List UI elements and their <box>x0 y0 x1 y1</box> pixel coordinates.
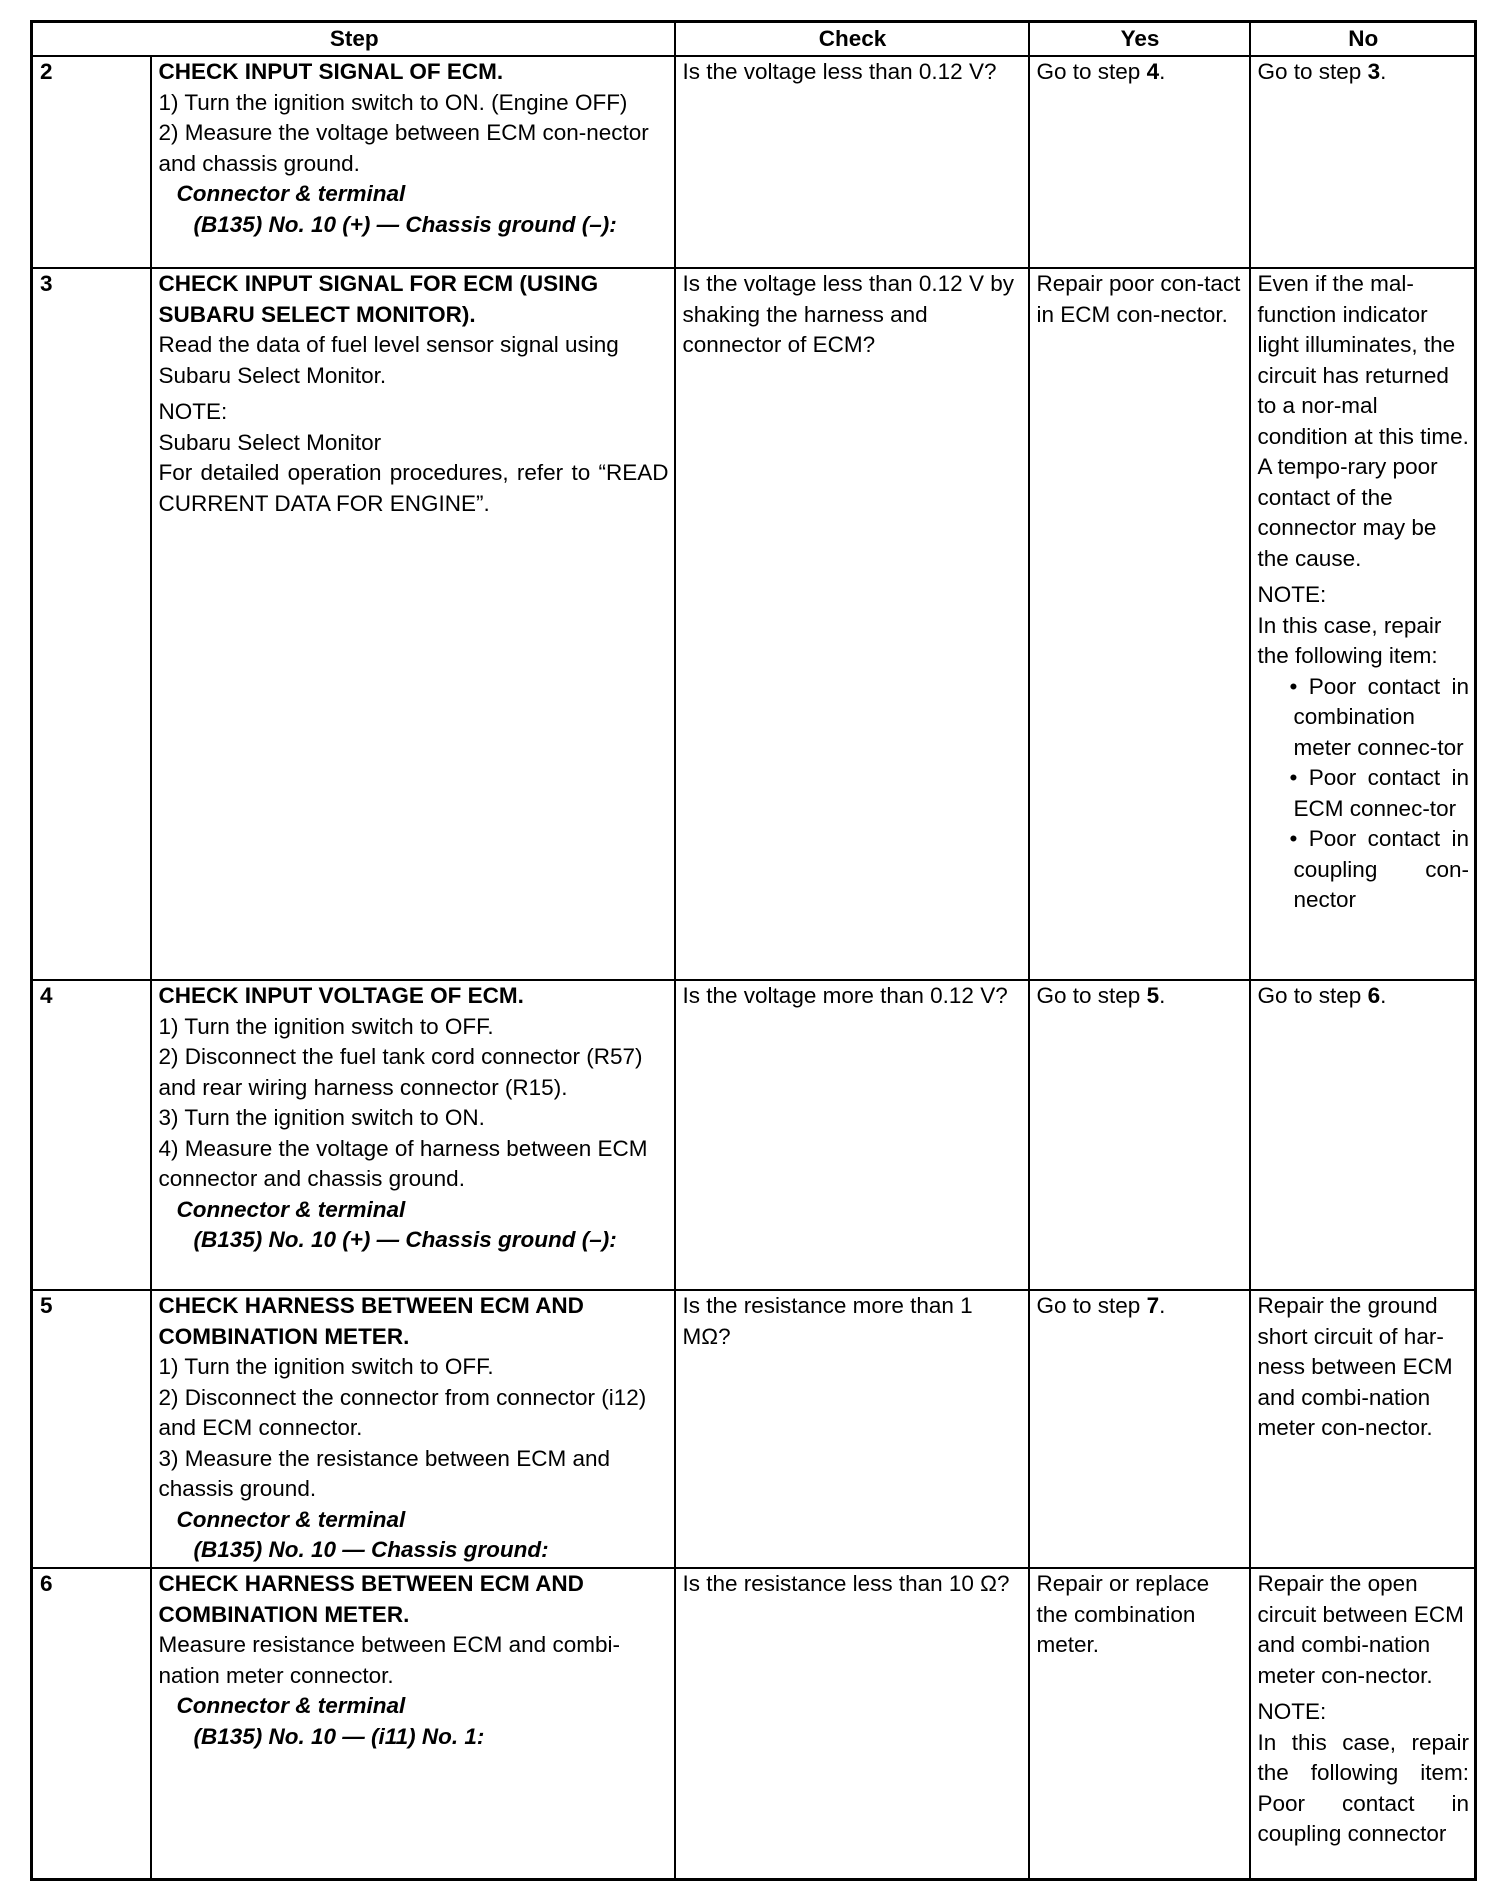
terminal-value: (B135) No. 10 — Chassis ground: <box>193 1537 549 1562</box>
no-cell <box>1250 268 1476 980</box>
step-line: 1) Turn the ignition switch to OFF. <box>158 1354 494 1379</box>
no-bullet: • Poor contact in combination meter connec-tor <box>1289 673 1470 760</box>
step-line: 2) Disconnect the connector from connector (i12) and ECM connector. <box>158 1384 647 1440</box>
header-check: Check <box>675 22 1029 57</box>
step-title: CHECK HARNESS BETWEEN ECM AND COMBINATION METER. <box>158 1571 584 1627</box>
check-cell: Is the resistance less than 10 Ω? <box>675 1568 1029 1879</box>
step-line: 2) Disconnect the fuel tank cord connector (R57) and rear wiring harness connector (R15). <box>158 1044 643 1100</box>
step-description <box>151 56 675 268</box>
step-line: 3) Measure the resistance between ECM and chassis ground. <box>158 1445 610 1501</box>
yes-cell: Repair or replace the combination meter. <box>1029 1568 1250 1879</box>
no-text: Even if the mal-function indicator light illuminates, the circuit has returned to a nor-mal condition at this time. A tempo-rary poor contact of the connector may be the cause. <box>1257 271 1469 571</box>
step-line: Measure resistance between ECM and combi-nation meter connector. <box>158 1632 620 1688</box>
step-line: 3) Turn the ignition switch to ON. <box>158 1105 485 1130</box>
table-row <box>32 268 1476 980</box>
yes-step-link[interactable]: 5 <box>1146 983 1160 1008</box>
no-step-link[interactable]: 6 <box>1367 983 1381 1008</box>
connector-terminal-label: Connector & terminal <box>176 181 406 206</box>
header-step: Step <box>32 22 675 57</box>
step-number: 6 <box>32 1568 151 1879</box>
yes-cell <box>1029 980 1250 1290</box>
check-cell: Is the voltage less than 0.12 V? <box>675 56 1029 268</box>
no-cell <box>1250 980 1476 1290</box>
terminal-value: (B135) No. 10 (+) — Chassis ground (–): <box>193 1227 617 1252</box>
connector-terminal-label: Connector & terminal <box>176 1506 406 1532</box>
check-cell: Is the voltage more than 0.12 V? <box>675 980 1029 1290</box>
header-row <box>32 22 1476 57</box>
yes-step-link[interactable]: 7 <box>1146 1293 1160 1318</box>
no-text: Go to step <box>1257 983 1368 1008</box>
step-title: CHECK INPUT SIGNAL FOR ECM (USING SUBARU SELECT MONITOR). <box>158 271 599 327</box>
step-number: 4 <box>32 980 151 1290</box>
no-text: Repair the open circuit between ECM and combi-nation meter con-nector. <box>1257 1571 1464 1688</box>
yes-text: Go to step <box>1036 983 1147 1008</box>
note-line: For detailed operation procedures, refer to “READ CURRENT DATA FOR ENGINE”. <box>158 460 669 516</box>
no-cell <box>1250 1568 1476 1879</box>
terminal-value: (B135) No. 10 — (i11) No. 1: <box>193 1723 485 1749</box>
yes-text-end: . <box>1159 59 1166 84</box>
no-note-label: NOTE: <box>1257 1699 1327 1724</box>
step-description <box>151 268 675 980</box>
yes-cell: Repair poor con-tact in ECM con-nector. <box>1029 268 1250 980</box>
yes-cell <box>1029 1290 1250 1568</box>
note-label: NOTE: <box>158 399 228 424</box>
table-row <box>32 1568 1476 1879</box>
no-note: In this case, repair the following item: Poor contact in coupling connector <box>1257 1729 1470 1846</box>
table-row <box>32 980 1476 1290</box>
yes-cell <box>1029 56 1250 268</box>
step-line: Read the data of fuel level sensor signal using Subaru Select Monitor. <box>158 332 619 388</box>
no-note: In this case, repair the following item: <box>1257 612 1442 668</box>
no-cell <box>1250 56 1476 268</box>
step-number: 5 <box>32 1290 151 1568</box>
check-cell: Is the resistance more than 1 MΩ? <box>675 1290 1029 1568</box>
step-number: 2 <box>32 56 151 268</box>
step-description <box>151 980 675 1290</box>
yes-text-end: . <box>1159 1293 1166 1318</box>
no-bullet: • Poor contact in ECM connec-tor <box>1289 765 1470 821</box>
step-number: 3 <box>32 268 151 980</box>
no-note-label: NOTE: <box>1257 582 1327 607</box>
step-line: 1) Turn the ignition switch to OFF. <box>158 1013 494 1039</box>
step-title: CHECK INPUT VOLTAGE OF ECM. <box>158 983 524 1008</box>
table-row <box>32 56 1476 268</box>
connector-terminal-label: Connector & terminal <box>176 1693 406 1718</box>
terminal-value: (B135) No. 10 (+) — Chassis ground (–): <box>193 211 617 237</box>
yes-text: Go to step <box>1036 59 1147 84</box>
no-text-end: . <box>1380 983 1387 1008</box>
no-bullet: • Poor contact in coupling con-nector <box>1289 826 1470 912</box>
yes-step-link[interactable]: 4 <box>1146 59 1160 84</box>
header-yes: Yes <box>1029 22 1250 57</box>
no-text-end: . <box>1380 59 1387 84</box>
step-description <box>151 1290 675 1568</box>
connector-terminal-label: Connector & terminal <box>176 1196 406 1222</box>
no-text: Go to step <box>1257 59 1368 84</box>
step-description <box>151 1568 675 1879</box>
diagnostic-table <box>30 20 1477 1881</box>
step-title: CHECK HARNESS BETWEEN ECM AND COMBINATION METER. <box>158 1293 584 1349</box>
step-line: 4) Measure the voltage of harness between ECM connector and chassis ground. <box>158 1135 648 1191</box>
no-step-link[interactable]: 3 <box>1367 59 1381 84</box>
header-no: No <box>1250 22 1476 57</box>
step-line: 1) Turn the ignition switch to ON. (Engine OFF) <box>158 89 628 115</box>
step-title: CHECK INPUT SIGNAL OF ECM. <box>158 59 504 84</box>
no-cell: Repair the ground short circuit of har-ness between ECM and combi-nation meter con-nector. <box>1250 1290 1476 1568</box>
step-line: 2) Measure the voltage between ECM con-nector and chassis ground. <box>158 120 649 176</box>
yes-text: Go to step <box>1036 1293 1147 1318</box>
note-line: Subaru Select Monitor <box>158 429 382 455</box>
table-row <box>32 1290 1476 1568</box>
yes-text-end: . <box>1159 983 1166 1008</box>
check-cell: Is the voltage less than 0.12 V by shaking the harness and connector of ECM? <box>675 268 1029 980</box>
